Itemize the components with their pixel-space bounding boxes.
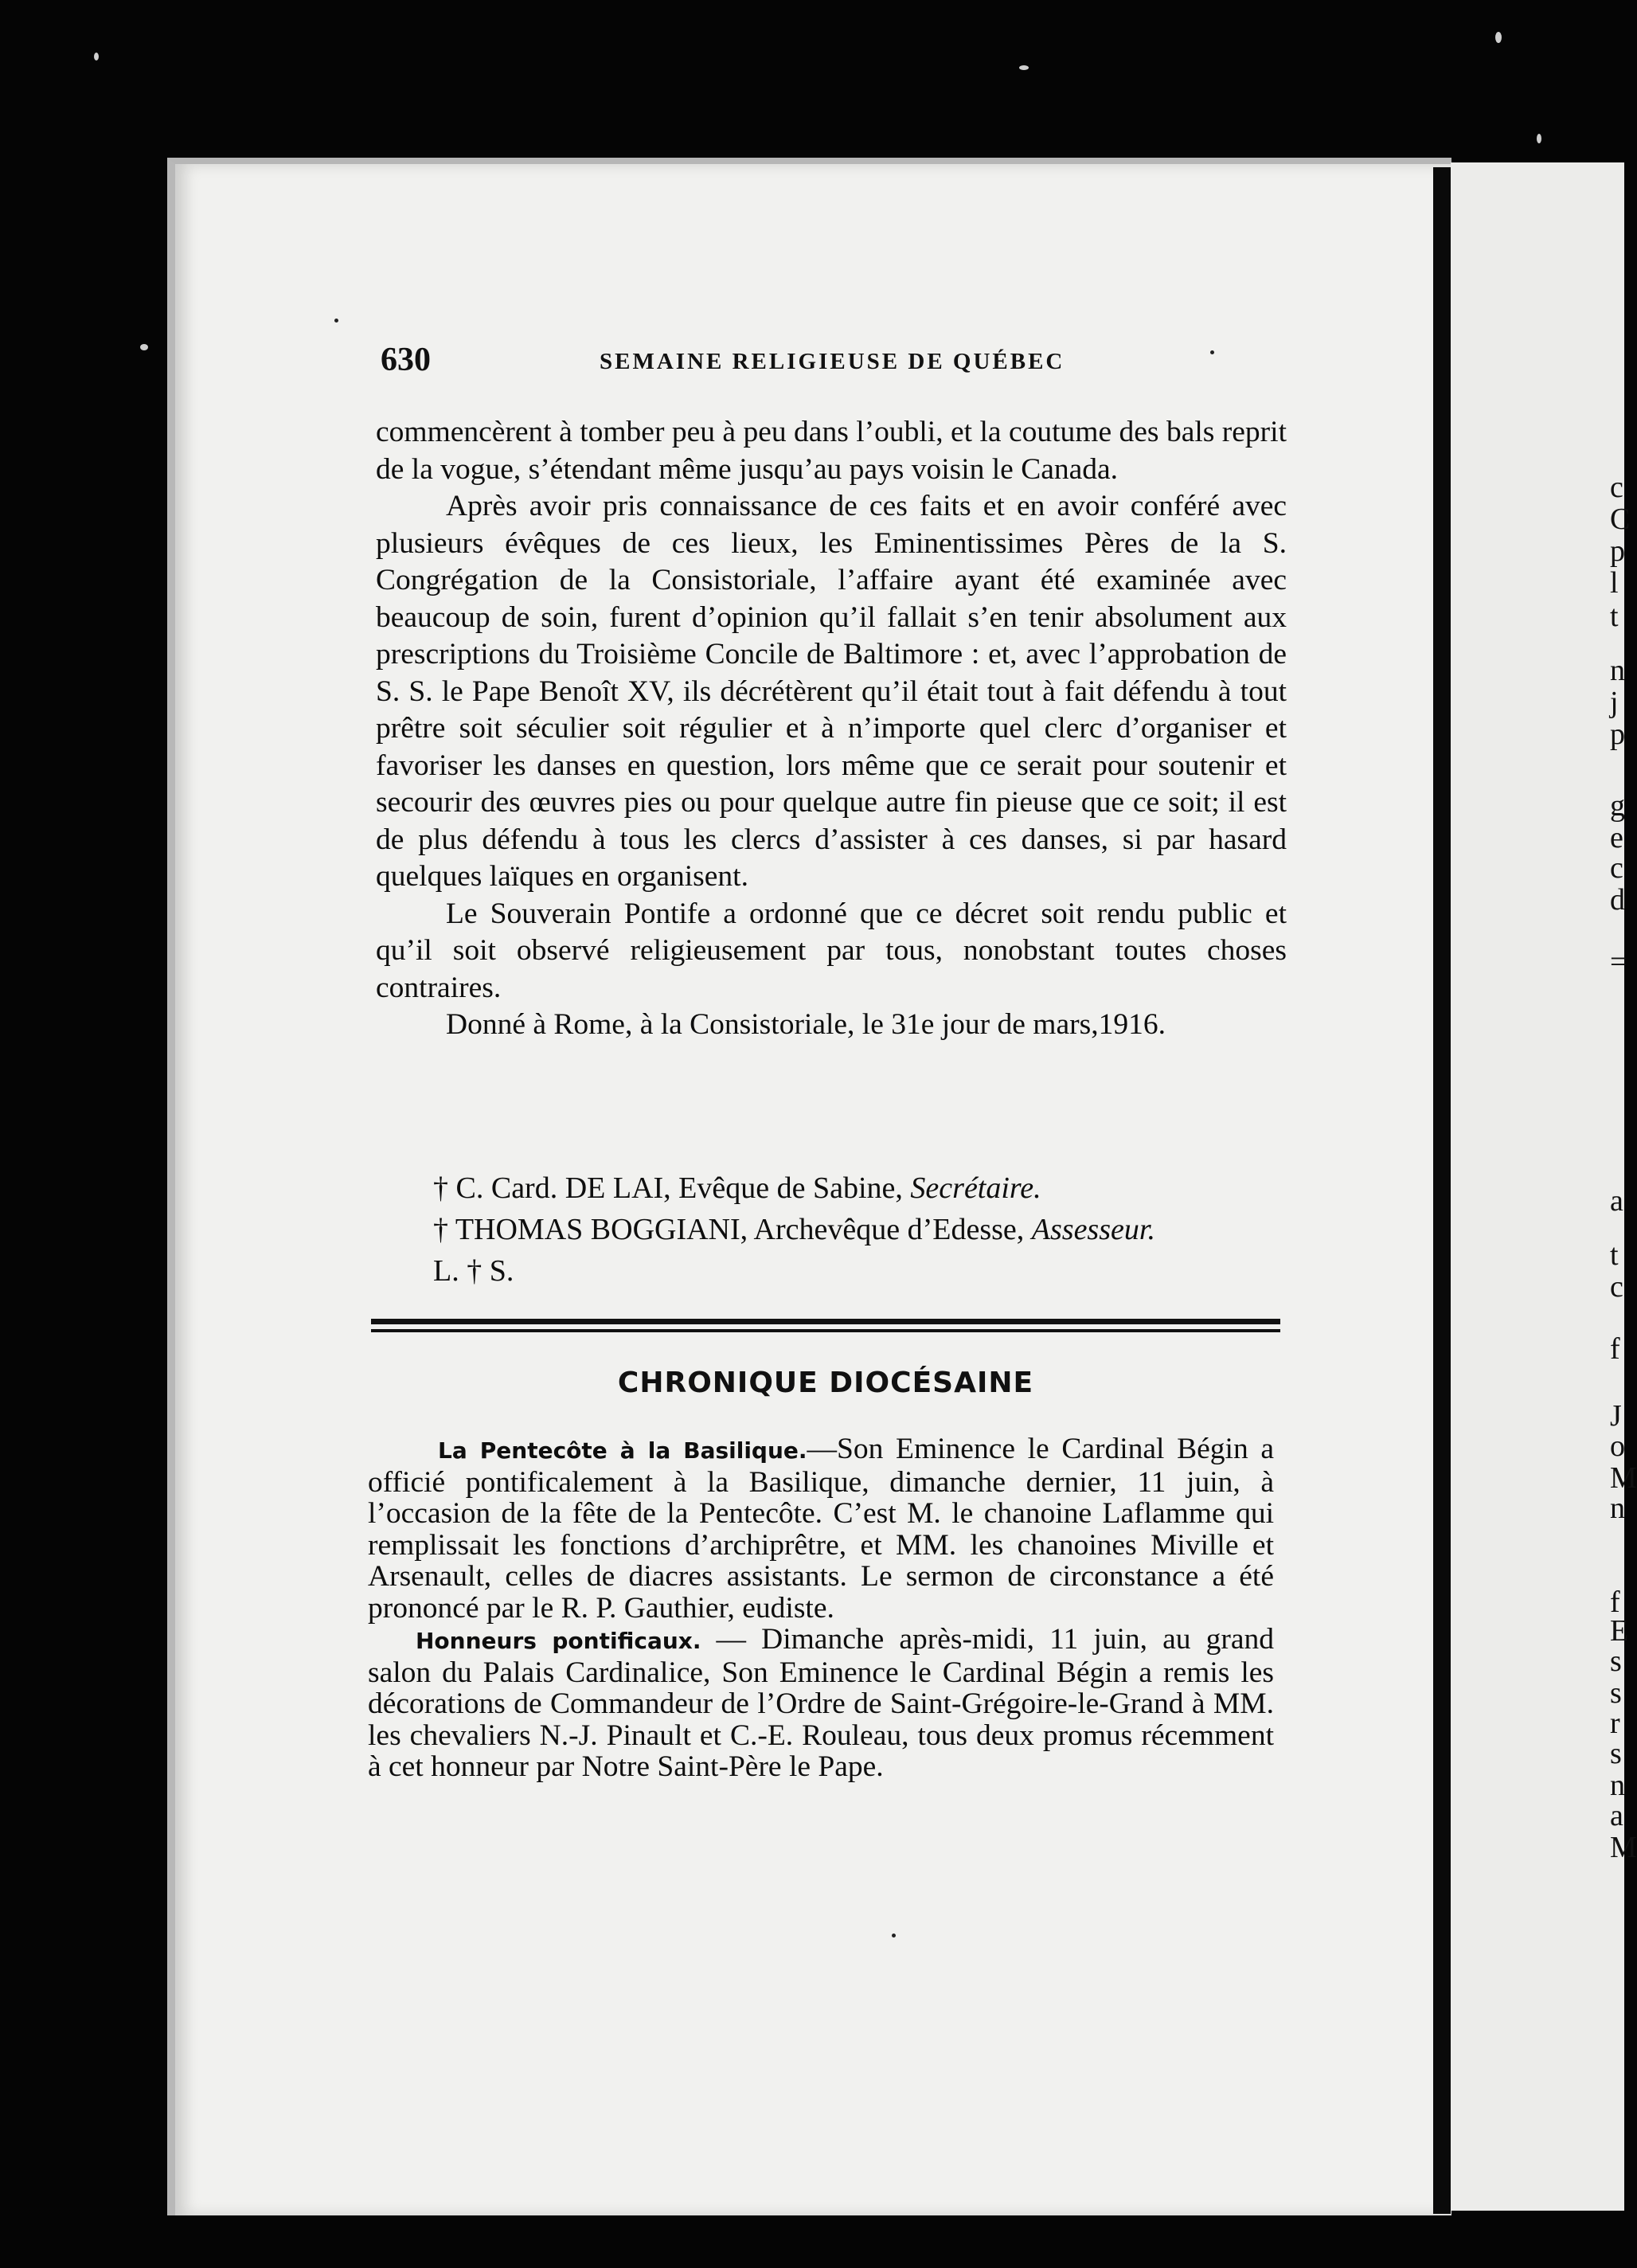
section-rule (371, 1319, 1280, 1324)
signature-block (433, 1167, 1155, 1292)
right-page-letter: s (1610, 1644, 1622, 1678)
body-paragraph: commencèrent à tomber peu à peu dans l’oubli, et la coutume des bals reprit de la vogue, s’étendant même jusqu’au pays voisin le Canada. (376, 416, 1287, 486)
right-page-letter: n (1610, 1492, 1625, 1525)
right-page-letter: d (1610, 883, 1625, 917)
signatory-title: Assesseur. (1031, 1213, 1155, 1246)
speck (1210, 350, 1214, 354)
right-page-letter: t (1610, 1238, 1619, 1272)
signatory-name: † C. Card. DE LAI, Evêque de Sabine, (433, 1171, 911, 1205)
right-page-letter: f (1610, 1586, 1620, 1619)
right-page-letter: p (1610, 718, 1625, 751)
right-page-letter: j (1610, 686, 1619, 719)
signature-line (433, 1209, 1155, 1250)
right-page-letter: M (1610, 1461, 1637, 1495)
item-lead: La Pentecôte à la Basilique. (438, 1437, 807, 1464)
right-page-letter: l (1610, 566, 1619, 600)
dateline: Donné à Rome, à la Consistoriale, le 31e jour de mars,1916. (446, 1008, 1166, 1041)
right-page-letter: f (1610, 1332, 1620, 1366)
right-page-letter: M (1610, 1831, 1637, 1864)
seal-line: L. † S. (433, 1254, 514, 1288)
right-page-letter: e (1610, 821, 1623, 854)
right-page-letter: p (1610, 534, 1625, 568)
speck (334, 319, 338, 323)
right-page-letter: c (1610, 471, 1623, 504)
body-paragraph: Après avoir pris connaissance de ces faits et en avoir conféré avec plusieurs évêques de ces lieux, les Eminentissimes Pères de la S. Congrégation de la Consistoriale, l’affaire ayant été examinée avec beaucoup de soin, furent d’opinion qu’il fallait s’en tenir absolument aux prescriptions du Troisième Concile de Baltimore : et, avec l’approbation de S. S. le Pape Benoît XV, ils décrétèrent qu’il était tout à fait défendu à tout prêtre soit séculier soit régulier et à n’importe quel clerc d’organiser et favoriser les danses en question, lors même que ce serait pour soutenir et secourir des œuvres pies ou pour quelque autre fin pieuse que ce soit; il est de plus défendu à tous les clercs d’assister à ces danses, si par hasard quelques laïques en organisent. (376, 490, 1287, 893)
right-page-letter: a (1610, 1799, 1623, 1832)
chronique-item (368, 1433, 1274, 1624)
right-page-letter: J (1610, 1399, 1622, 1433)
right-page-letter: c (1610, 851, 1623, 885)
item-text: —Son Eminence le Cardinal Bégin a officié pontificalement à la Basilique, dimanche dernier, 11 juin, à l’occasion de la fête de la Pentecôte. C’est M. le chanoine Laflamme qui remplissait les fonctions d’archiprêtre, et MM. les chanoines Miville et Arsenault, celles de diacres assistants. Le sermon de circonstance a été prononcé par le R. P. Gauthier, eudiste. (368, 1433, 1274, 1625)
body-paragraph: Le Souverain Pontife a ordonné que ce décret soit rendu public et qu’il soit observé religieusement par tous, nonobstant toutes choses contraires. (376, 897, 1287, 1004)
signatory-title: Secrétaire. (910, 1171, 1041, 1205)
right-page-letter: t (1610, 600, 1619, 633)
speck (892, 1934, 896, 1938)
right-page-letter: s (1610, 1676, 1622, 1710)
chronique-text (368, 1433, 1274, 1783)
right-page-letter: r (1610, 1707, 1620, 1740)
right-page-letter: C (1610, 502, 1631, 536)
right-page-letter: a (1610, 1184, 1623, 1218)
right-page-letter: = (1610, 945, 1627, 979)
page-header (381, 341, 1288, 389)
book-gutter (1433, 167, 1451, 2214)
right-page-letter: n (1610, 1769, 1625, 1802)
signatory-name: † THOMAS BOGGIANI, Archevêque d’Edesse, (433, 1213, 1032, 1246)
item-lead: Honneurs pontificaux. (416, 1628, 701, 1654)
item-text: — Dimanche après-midi, 11 juin, au grand salon du Palais Cardinalice, Son Eminence le Cardinal Bégin a remis les décorations de Commandeur de l’Ordre de Saint-Grégoire-le-Grand à MM. les chevaliers N.-J. Pinault et C.-E. Rouleau, tous deux promus récemment à cet honneur par Notre Saint-Père le Pape. (368, 1623, 1274, 1783)
right-page-letter: c (1610, 1270, 1623, 1304)
right-page-letter: n (1610, 654, 1625, 687)
right-page-letter: g (1610, 789, 1625, 823)
chronique-item (368, 1624, 1274, 1783)
right-page-letter: o (1610, 1429, 1625, 1463)
section-rule (371, 1329, 1280, 1332)
right-page-letter: E (1610, 1614, 1629, 1648)
running-head: SEMAINE RELIGIEUSE DE QUÉBEC (600, 349, 1065, 374)
page-number: 630 (381, 342, 431, 378)
section-title: CHRONIQUE DIOCÉSAINE (617, 1367, 1034, 1399)
right-page-letter: s (1610, 1737, 1622, 1770)
right-page-edge (1451, 162, 1624, 2211)
body-text (376, 414, 1287, 1044)
signature-line (433, 1167, 1155, 1209)
